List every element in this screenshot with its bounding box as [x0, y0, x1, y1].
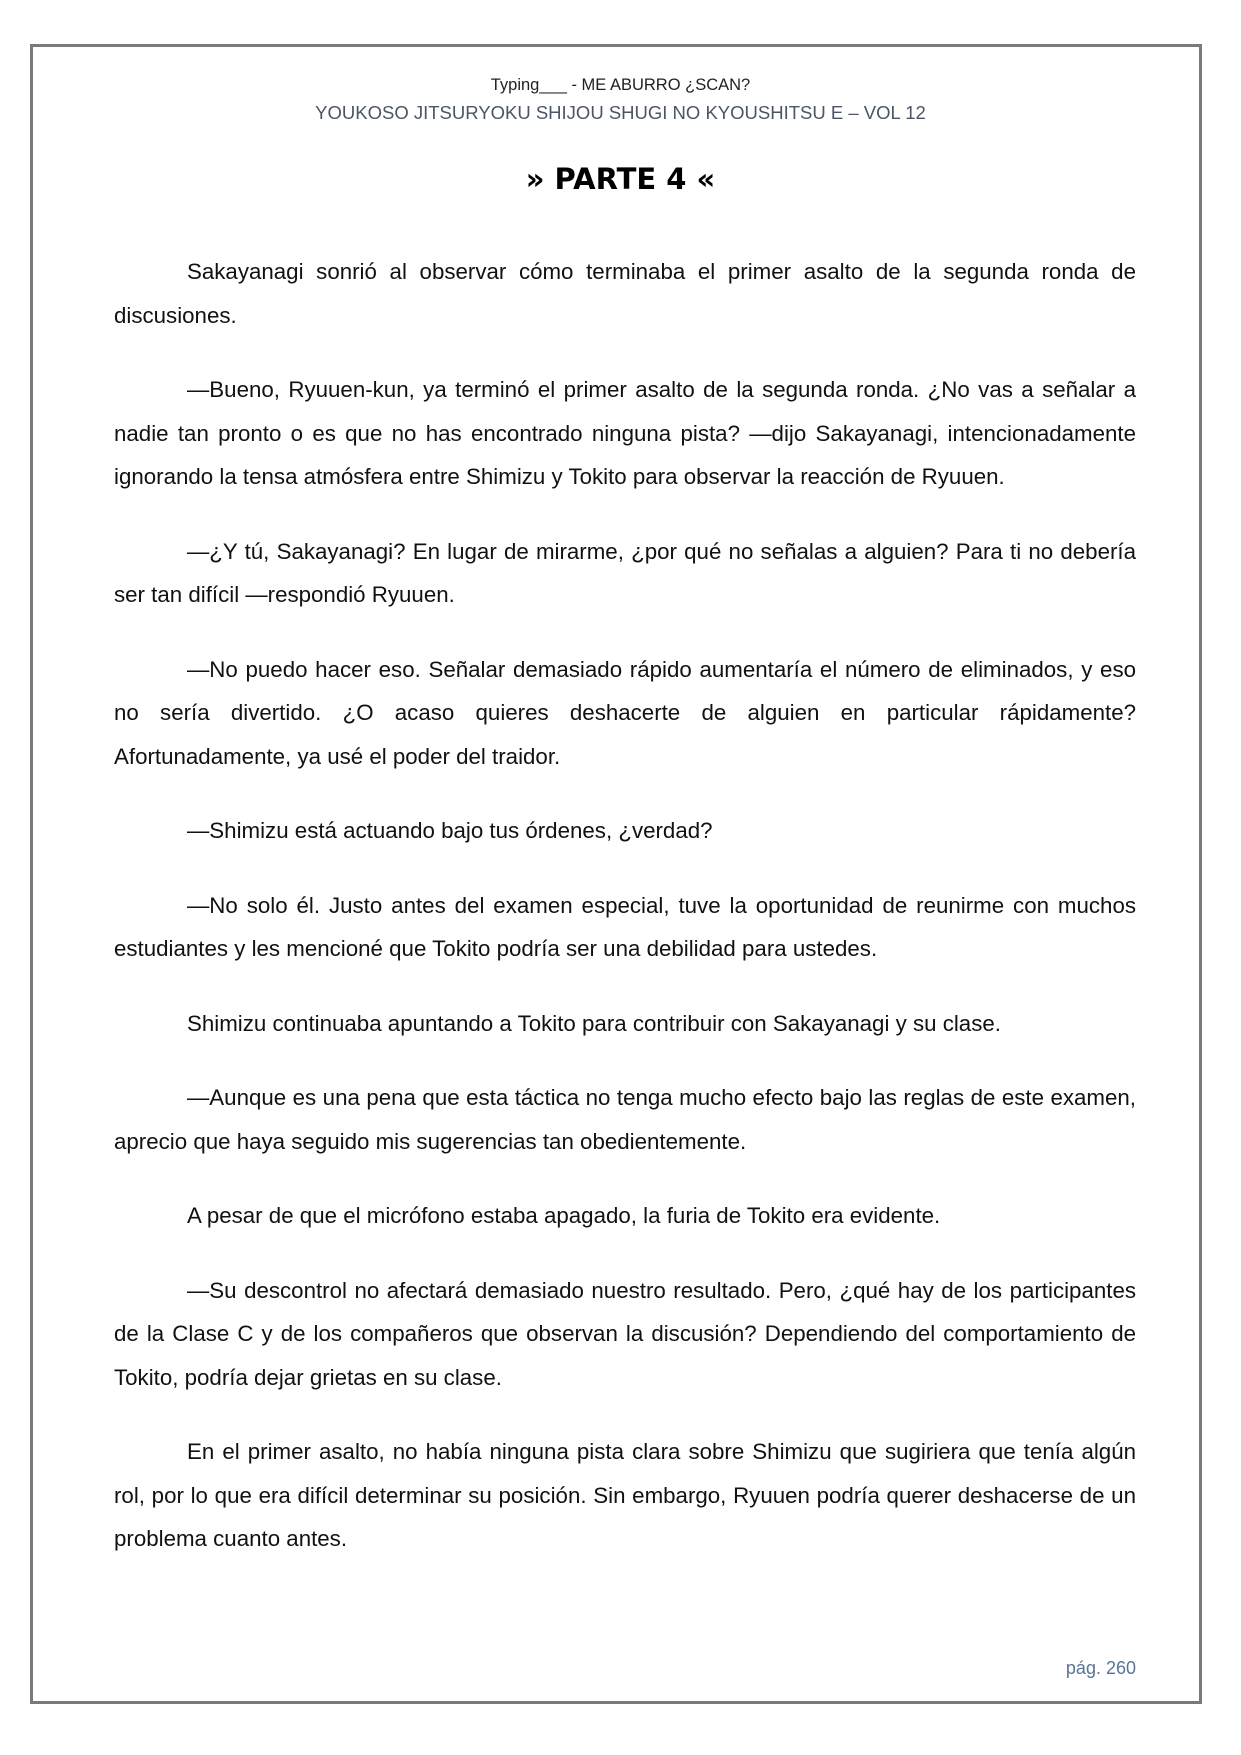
chapter-title: » PARTE 4 «	[525, 162, 716, 196]
paragraph: —Bueno, Ryuuen-kun, ya terminó el primer asalto de la segunda ronda. ¿No vas a señalar a nadie tan pronto o es que no has encontrado ninguna pista? —dijo Sakayanagi, intencionadamente ignorando la tensa atmósfera entre Shimizu y Tokito para observar la reacción de Ryuuen.	[114, 377, 1136, 489]
paragraph: —No puedo hacer eso. Señalar demasiado rápido aumentaría el número de eliminados, y eso no sería divertido. ¿O acaso quieres deshacerte de alguien en particular rápidamente? Afortunadamente, ya usé el poder del traidor.	[114, 656, 1136, 769]
paragraph: —Shimizu está actuando bajo tus órdenes, ¿verdad?	[187, 818, 713, 843]
page-number: pág. 260	[1065, 1658, 1136, 1678]
body-text	[114, 250, 1136, 1592]
paragraph: A pesar de que el micrófono estaba apagado, la furia de Tokito era evidente.	[187, 1203, 941, 1228]
paragraph: En el primer asalto, no había ninguna pista clara sobre Shimizu que sugiriera que tenía algún rol, por lo que era difícil determinar su posición. Sin embargo, Ryuuen podría querer deshacerse de un problema cuanto antes.	[114, 1439, 1136, 1551]
paragraph: —Aunque es una pena que esta táctica no tenga mucho efecto bajo las reglas de este examen, aprecio que haya seguido mis sugerencias tan obedientemente.	[114, 1085, 1136, 1154]
paragraph: —No solo él. Justo antes del examen especial, tuve la oportunidad de reunirme con muchos estudiantes y les mencioné que Tokito podría ser una debilidad para ustedes.	[114, 892, 1136, 961]
header-credit: Typing___ - ME ABURRO ¿SCAN?	[490, 76, 751, 94]
header-book-title: YOUKOSO JITSURYOKU SHIJOU SHUGI NO KYOUSHITSU E – VOL 12	[315, 102, 926, 123]
paragraph: Shimizu continuaba apuntando a Tokito para contribuir con Sakayanagi y su clase.	[187, 1010, 1001, 1036]
paragraph: —¿Y tú, Sakayanagi? En lugar de mirarme, ¿por qué no señalas a alguien? Para ti no debería ser tan difícil —respondió Ryuuen.	[114, 538, 1136, 607]
paragraph: —Su descontrol no afectará demasiado nuestro resultado. Pero, ¿qué hay de los participantes de la Clase C y de los compañeros que observan la discusión? Dependiendo del comportamiento de Tokito, podría dejar grietas en su clase.	[114, 1277, 1136, 1390]
paragraph: Sakayanagi sonrió al observar cómo terminaba el primer asalto de la segunda ronda de discusiones.	[114, 259, 1136, 328]
